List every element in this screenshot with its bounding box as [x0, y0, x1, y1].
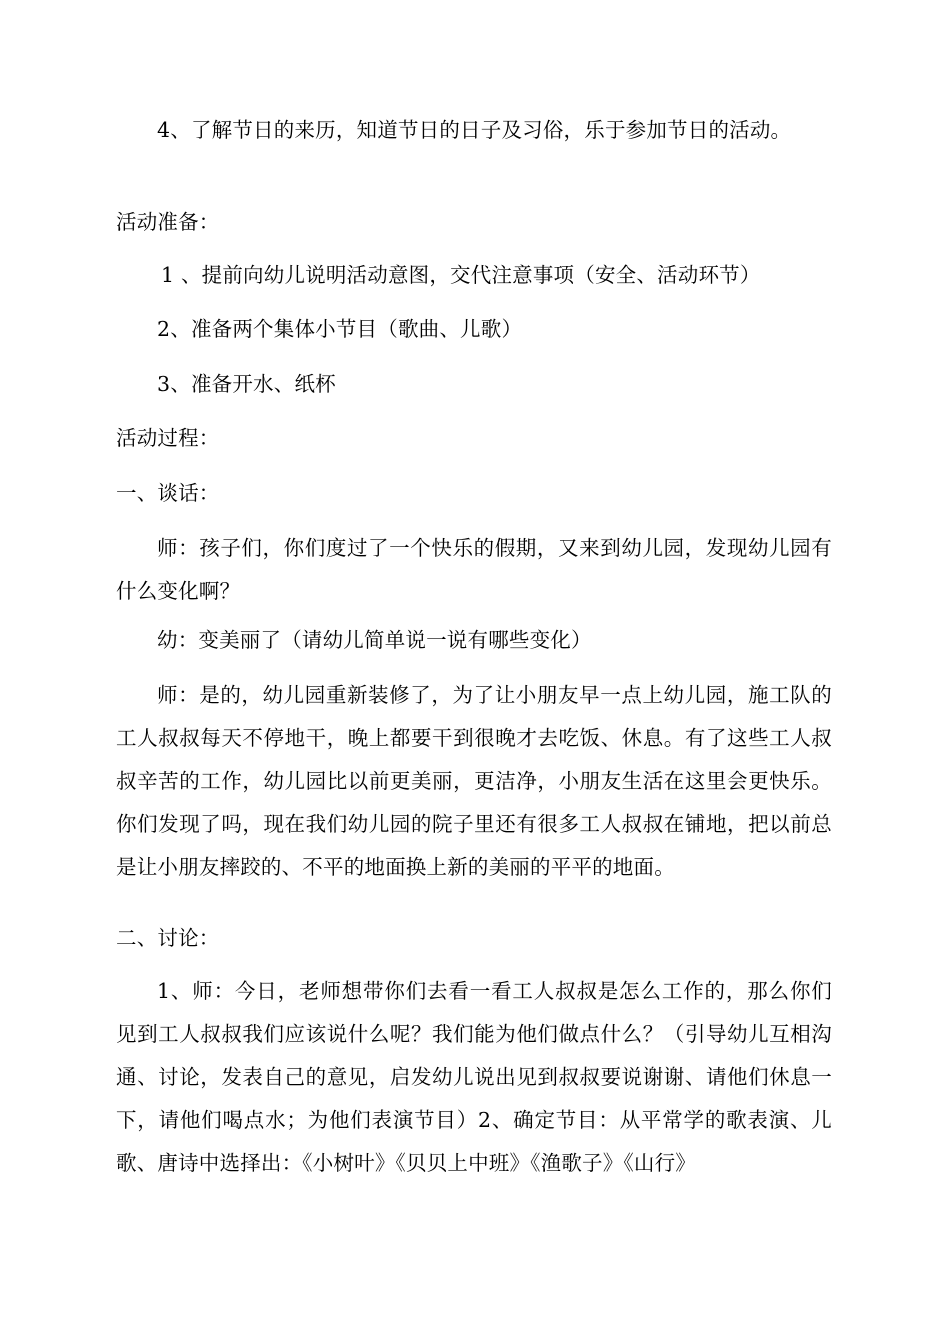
heading-discussion: 二、讨论： [116, 926, 220, 950]
heading-activity-process: 活动过程： [116, 426, 220, 450]
paragraph-preparation-3: 3、准备开水、纸杯 [157, 372, 336, 396]
paragraph-preparation-2: 2、准备两个集体小节目（歌曲、儿歌） [157, 317, 523, 341]
heading-activity-preparation: 活动准备： [116, 210, 220, 234]
paragraph-preparation-1: 1 、提前向幼儿说明活动意图，交代注意事项（安全、活动环节） [161, 263, 761, 287]
paragraph-teacher-explanation: 师：是的，幼儿园重新装修了，为了让小朋友早一点上幼儿园，施工队的工人叔叔每天不停地干，晚上都要干到很晚才去吃饭、休息。有了这些工人叔叔辛苦的工作，幼儿园比以前更美丽，更洁净，小朋友生活在这里会更快乐。你们发现了吗，现在我们幼儿园的院子里还有很多工人叔叔在铺地，把以前总是让小朋友摔跤的、不平的地面换上新的美丽的平平的地面。 [116, 683, 832, 879]
heading-talk: 一、谈话： [116, 481, 220, 505]
paragraph-teacher-question: 师：孩子们，你们度过了一个快乐的假期，又来到幼儿园，发现幼儿园有什么变化啊？ [116, 536, 832, 603]
paragraph-discussion-1: 1、师：今日，老师想带你们去看一看工人叔叔是怎么工作的，那么你们见到工人叔叔我们应该说什么呢？我们能为他们做点什么？（引导幼儿互相沟通、讨论，发表自己的意见，启发幼儿说出见到叔叔要说谢谢、请他们休息一下，请他们喝点水；为他们表演节目）2、确定节目：从平常学的歌表演、儿歌、唐诗中选择出：《小树叶》《贝贝上中班》《渔歌子》《山行》 [116, 979, 832, 1175]
paragraph-child-answer: 幼：变美丽了（请幼儿简单说一说有哪些变化） [157, 628, 592, 652]
paragraph-goal-4: 4、了解节日的来历，知道节日的日子及习俗，乐于参加节日的活动。 [157, 118, 792, 142]
